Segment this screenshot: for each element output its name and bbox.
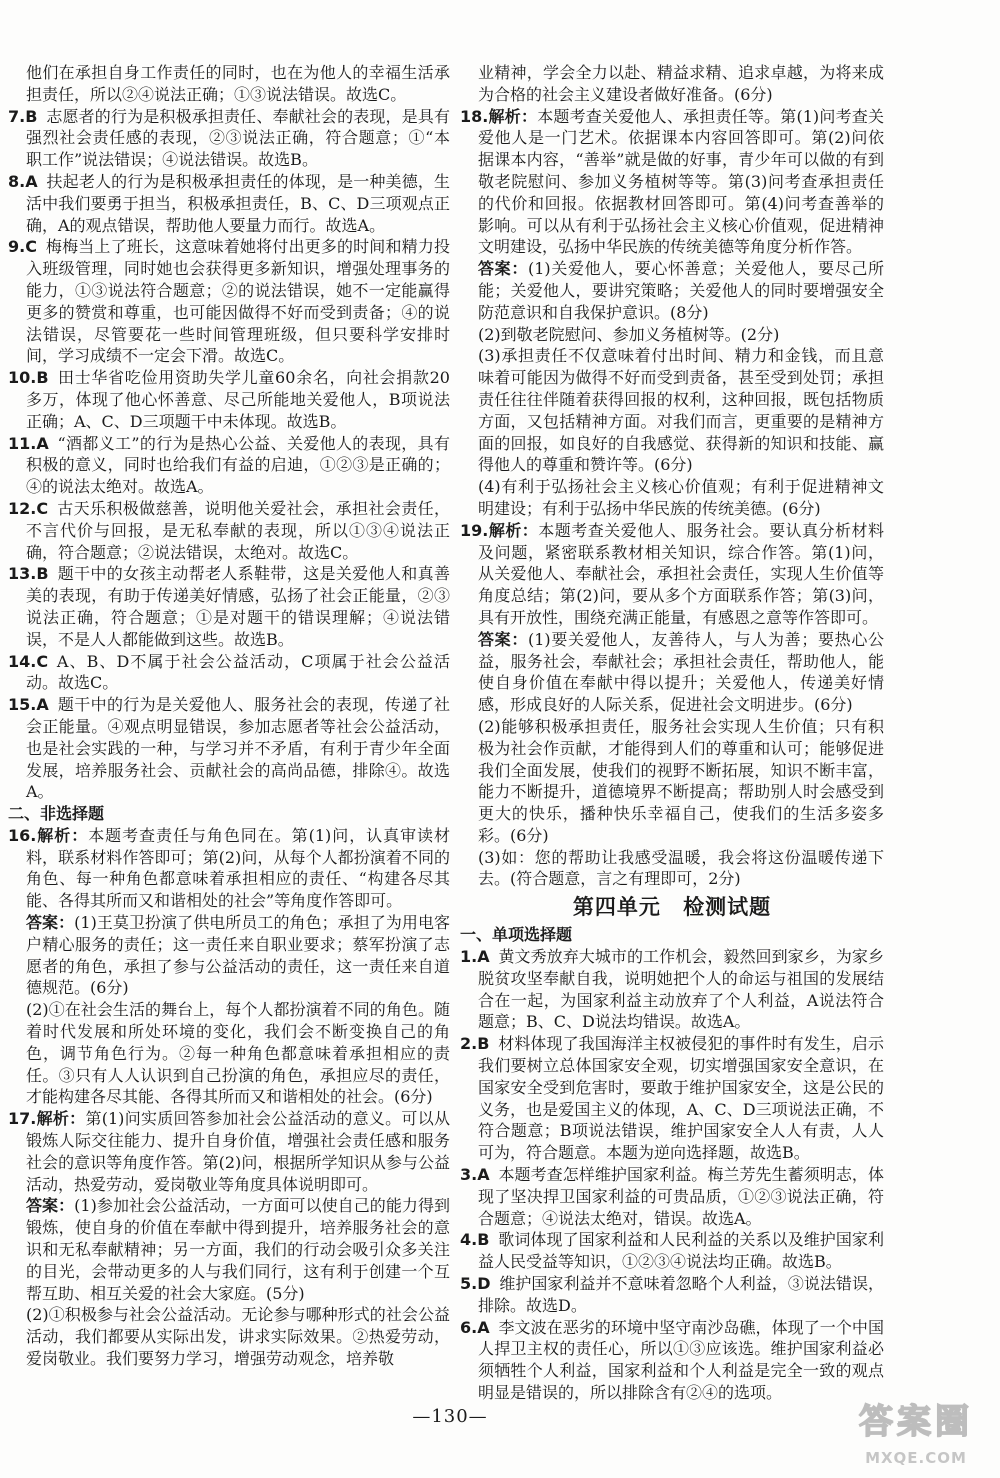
item-label: 8.A [8, 171, 38, 191]
right-column [460, 62, 884, 1404]
answer-item [8, 1108, 450, 1195]
answer-item [8, 367, 450, 432]
item-body: “酒都义工”的行为是热心公益、关爱他人的表现，具有积极的意义，同时也给我们有益的启迪，①②③是正确的；④的说法太绝对。故选A。 [26, 433, 450, 497]
item-body: 扶起老人的行为是积极承担责任的体现，是一种美德，生活中我们要勇于担当，积极承担责任，B、C、D三项观点正确，A的观点错误，帮助他人要量力而行。故选A。 [26, 171, 450, 235]
answer-item [8, 498, 450, 563]
item-body: 第四单元 检测试题 [572, 895, 772, 920]
item-body: 本题考查关爱他人、承担责任等。第(1)问考查关爱他人是一门艺术。依据课本内容回答即可。第(2)问依据课本内容，“善举”就是做的好事，青少年可以做的有到敬老院慰问、参加义务植树等等。第(3)问考查承担责任的代价和回报。依据教材回答即可。第(4)问考查善举的影响。可以从有利于弘扬社会主义核心价值观，促进精神文明建设，弘扬中华民族的传统美德等角度分析作答。 [478, 106, 884, 257]
item-label: 5.D [460, 1274, 491, 1294]
item-body: 古天乐积极做慈善，说明他关爱社会，承担社会责任，不言代价与回报，是无私奉献的表现，所以①③④说法正确，符合题意；②说法错误，太绝对。故选C。 [26, 498, 450, 562]
section-heading [460, 924, 884, 946]
answer-item [460, 106, 884, 259]
item-body: 黄文秀放弃大城市的工作机会，毅然回到家乡，为家乡脱贫攻坚奉献自我，说明她把个人的命运与祖国的发展结合在一起，为国家利益主动放弃了个人利益，A说法符合题意；B、C、D说法均错误。故选A。 [478, 947, 884, 1032]
item-body: 歌词体现了国家利益和人民利益的关系以及维护国家利益人民受益等知识，①②③④说法均正确。故选B。 [478, 1230, 884, 1272]
answer-item [460, 946, 884, 1033]
item-body: (2)①在社会生活的舞台上，每个人都扮演着不同的角色。随着时代发展和所处环境的变化，我们会不断变换自己的角色，调节角色行为。②每一种角色都意味着承担相应的责任。③只有人人认识到自己扮演的角色，承担应尽的责任，才能构建各尽其能、各得其所而又和谐相处的社会。(6分) [26, 1000, 450, 1107]
answer-item [460, 1317, 884, 1404]
unit-title [460, 890, 884, 924]
item-label: 3.A [460, 1165, 490, 1185]
item-body: (2)能够积极承担责任，服务社会实现人生价值；只有积极为社会作贡献，才能得到人们的尊重和认可；能够促进我们全面发展，使我们的视野不断拓展，知识不断丰富，能力不断提升，道德境界不断提高；帮助别人时会感受到更大的快乐，播种快乐幸福自己，使我们的生活多姿多彩。(6分) [478, 716, 884, 845]
item-body: (1)王莫卫扮演了供电所员工的角色；承担了为用电客户精心服务的责任；这一责任来自职业要求；蔡军扮演了志愿者的角色，承担了参与公益活动的责任，这一责任来自道德规范。(6分) [26, 913, 450, 998]
item-body: 题干中的女孩主动帮老人系鞋带，这是关爱他人和真善美的表现，有助于传递美好情感，弘扬了社会正能量，②③说法正确，符合题意；①是对题干的错误理解；④说法错误，不是人人都能做到这些。故选B。 [26, 564, 450, 649]
page-number: —130— [412, 1406, 488, 1427]
answer-item [8, 171, 450, 236]
item-label: 答案： [26, 913, 75, 933]
answer-text [8, 1304, 450, 1369]
answer-item [8, 433, 450, 498]
item-label: 12.C [8, 498, 49, 518]
answer-text [460, 258, 884, 323]
item-body: 第(1)问实质回答参加社会公益活动的意义。可以从锻炼人际交往能力、提升自身价值，增强社会责任感和服务社会的意识等角度作答。第(2)问，根据所学知识从参与公益活动，热爱劳动，爱岗敬业等角度具体说明即可。 [26, 1109, 450, 1194]
answer-text [460, 629, 884, 716]
item-body: 志愿者的行为是积极承担责任、奉献社会的表现，是具有强烈社会责任感的表现，②③说法正确，符合题意；①“本职工作”说法错误；④说法错误。故选B。 [26, 106, 450, 170]
section-heading [8, 803, 450, 825]
watermark-site: MXQE.COM [865, 1449, 967, 1467]
answer-text [460, 847, 884, 891]
item-body: (3)如：您的帮助让我感受温暖，我会将这份温暖传递下去。(符合题意，言之有理即可，2分) [478, 847, 884, 889]
answer-text [460, 716, 884, 847]
item-body: 一、单项选择题 [460, 925, 573, 945]
answer-item [460, 520, 884, 629]
answer-item [8, 563, 450, 650]
item-label: 7.B [8, 106, 38, 126]
answer-text [8, 62, 450, 106]
item-body: 本题考查关爱他人、服务社会。要认真分析材料及问题，紧密联系教材相关知识，综合作答。第(1)问，从关爱他人、奉献社会，承担社会责任，实现人生价值等角度总结；第(2)问，要从多个方面联系作答；第(3)问，具有开放性，围绕充满正能量，有感恩之意等作答即可。 [478, 520, 884, 627]
answer-item [460, 1164, 884, 1229]
item-body: 他们在承担自身工作责任的同时，也在为他人的幸福生活承担责任，所以②④说法正确；①③说法错误。故选C。 [26, 63, 450, 104]
item-body: 本题考查责任与角色同在。第(1)问，认真审读材料，联系材料作答即可；第(2)问，从每个人都扮演着不同的角色、每一种角色都意味着承担相应的责任、“构建各尽其能、各得其所而又和谐相处的社会”等角度作答即可。 [26, 825, 450, 911]
answer-text [460, 345, 884, 476]
item-body: 田士华省吃俭用资助失学儿童60余名，向社会捐款20多万，体现了他心怀善意、尽己所能地关爱他人，B项说法正确；A、C、D三项题干中未体现。故选B。 [26, 368, 450, 431]
item-body: (4)有利于弘扬社会主义核心价值观；有利于促进精神文明建设；有利于弘扬中华民族的传统美德。(6分) [478, 477, 884, 518]
answer-item [8, 651, 450, 695]
watermark-logo-text: 答案圈 [859, 1402, 973, 1442]
left-column [8, 62, 450, 1370]
item-label: 4.B [460, 1230, 490, 1250]
item-body: (2)到敬老院慰问、参加义务植树等。(2分) [478, 324, 780, 344]
item-body: 本题考查怎样维护国家利益。梅兰芳先生蓄须明志，体现了坚决捍卫国家利益的可贵品质，①②③说法正确，符合题意；④说法太绝对，错误。故选A。 [478, 1165, 884, 1228]
item-label: 19.解析： [460, 520, 539, 540]
answer-item [8, 236, 450, 367]
item-body: 二、非选择题 [8, 804, 105, 824]
answer-text [8, 912, 450, 999]
item-body: 题干中的行为是关爱他人、服务社会的表现，传递了社会正能量。④观点明显错误，参加志愿者等社会公益活动，也是社会实践的一种，与学习并不矛盾，有利于青少年全面发展，培养服务社会、贡献社会的高尚品德，排除④。故选A。 [26, 695, 450, 802]
answer-item [460, 1273, 884, 1317]
item-body: (3)承担责任不仅意味着付出时间、精力和金钱，而且意味着可能因为做得不好而受到责备，甚至受到处罚；承担责任往往伴随着获得回报的权利，这种回报，既包括物质方面，又包括精神方面。对我们而言，更重要的是精神方面的回报，如良好的自我感觉、获得新的知识和技能、赢得他人的尊重和赞许等。(6分) [478, 346, 884, 475]
item-body: (2)①积极参与社会公益活动。无论参与哪种形式的社会公益活动，我们都要从实际出发，讲求实际效果。②热爱劳动，爱岗敬业。我们要努力学习，增强劳动观念，培养敬 [26, 1305, 450, 1369]
item-label: 16.解析： [8, 825, 89, 845]
item-label: 答案： [478, 629, 528, 649]
item-body: (1)参加社会公益活动，一方面可以使自己的能力得到锻炼，使自身的价值在奉献中得到提升，培养服务社会的意识和无私奉献精神；另一方面，我们的行动会吸引众多关注的目光，会带动更多的人与我们同行，这有利于创建一个互帮互助、相互关爱的社会大家庭。(5分) [26, 1196, 450, 1303]
answer-item [460, 1033, 884, 1164]
item-label: 答案： [478, 259, 528, 279]
item-label: 15.A [8, 695, 49, 715]
item-body: (1)要关爱他人，友善待人，与人为善；要热心公益，服务社会，奉献社会；承担社会责任，帮助他人，能使自身价值在奉献中得以提升；关爱他人，传递美好情感，形成良好的人际关系，促进社会文明进步。(6分) [478, 629, 884, 715]
answer-item [8, 825, 450, 912]
answer-item [460, 1229, 884, 1273]
item-label: 18.解析： [460, 106, 538, 126]
item-label: 6.A [460, 1317, 490, 1337]
answer-text [460, 324, 884, 346]
item-body: 李文波在恶劣的环境中坚守南沙岛礁，体现了一个中国人捍卫主权的责任心，所以①③应该选。维护国家利益必须牺牲个人利益，国家利益和个人利益是完全一致的观点明显是错误的，所以排除含有②④的选项。 [478, 1317, 884, 1403]
item-label: 17.解析： [8, 1109, 86, 1129]
item-label: 13.B [8, 564, 49, 584]
item-label: 1.A [460, 947, 490, 967]
item-body: 维护国家利益并不意味着忽略个人利益，③说法错误，排除。故选D。 [478, 1274, 884, 1315]
answer-item [8, 694, 450, 803]
item-body: A、B、D不属于社会公益活动，C项属于社会公益活动。故选C。 [26, 651, 450, 693]
answer-text [460, 62, 884, 106]
answer-item [8, 106, 450, 171]
item-body: 材料体现了我国海洋主权被侵犯的事件时有发生，启示我们要树立总体国家安全观，切实增强国家安全意识，在国家安全受到危害时，要敢于维护国家安全，这是公民的义务，也是爱国主义的体现，A、C、D三项说法正确，不符合题意；B项说法错误，维护国家安全人人有责，人人可为，符合题意。本题为逆向选择题，故选B。 [478, 1034, 884, 1163]
item-label: 11.A [8, 433, 49, 453]
item-label: 答案： [26, 1196, 75, 1216]
item-label: 9.C [8, 237, 37, 257]
answer-text [460, 476, 884, 520]
answer-text [8, 1195, 450, 1304]
answer-text [8, 999, 450, 1108]
item-body: 梅梅当上了班长，这意味着她将付出更多的时间和精力投入班级管理，同时她也会获得更多新知识，增强处理事务的能力，①③说法符合题意；②的说法错误，她不一定能赢得更多的赞赏和尊重，也可能因做得不好而受到责备；④的说法错误，尽管要花一些时间管理班级，但只要科学安排时间，学习成绩不一定会下滑。故选C。 [26, 237, 450, 366]
watermark-logo [836, 1396, 996, 1476]
item-label: 10.B [8, 368, 49, 388]
item-label: 2.B [460, 1034, 490, 1054]
item-label: 14.C [8, 651, 49, 671]
item-body: 业精神，学会全力以赴、精益求精、追求卓越，为将来成为合格的社会主义建设者做好准备。(6分) [478, 63, 884, 104]
item-body: (1)关爱他人，要心怀善意；关爱他人，要尽己所能；关爱他人，要讲究策略；关爱他人的同时要增强安全防范意识和自我保护意识。(8分) [478, 259, 884, 322]
